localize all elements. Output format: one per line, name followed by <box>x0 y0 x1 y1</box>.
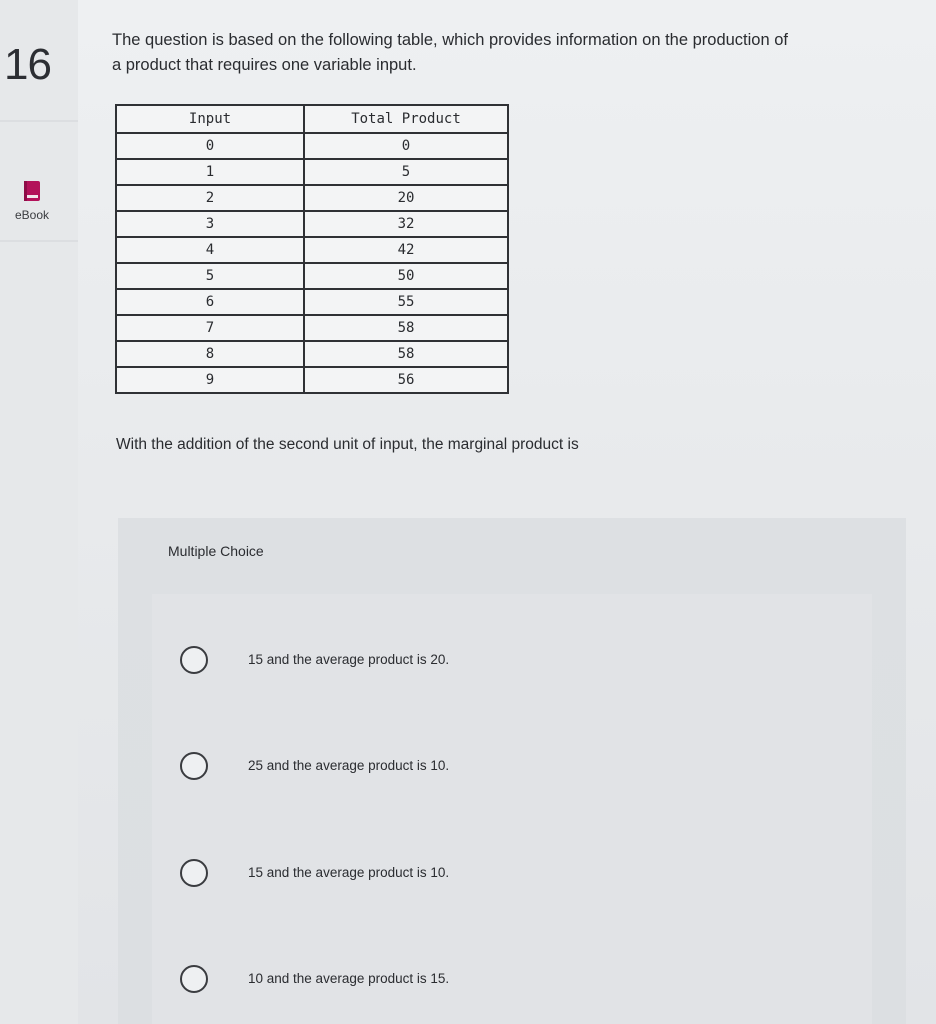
table-row <box>116 315 508 341</box>
table-header-row <box>116 105 508 133</box>
sidebar <box>0 0 78 1024</box>
input-cell: 9 <box>116 367 304 393</box>
input-cell: 0 <box>116 133 304 159</box>
input-cell: 2 <box>116 185 304 211</box>
total-product-cell: 55 <box>304 289 508 315</box>
input-cell: 1 <box>116 159 304 185</box>
total-product-cell: 32 <box>304 211 508 237</box>
ebook-link[interactable] <box>6 180 58 224</box>
table-row <box>116 367 508 393</box>
input-cell: 3 <box>116 211 304 237</box>
total-product-cell: 42 <box>304 237 508 263</box>
total-product-cell: 58 <box>304 341 508 367</box>
choice-option-3[interactable] <box>180 859 780 895</box>
ebook-divider <box>0 240 78 242</box>
input-cell: 8 <box>116 341 304 367</box>
multiple-choice-title: Multiple Choice <box>168 543 264 559</box>
choice-option-4[interactable] <box>180 965 780 1001</box>
table-row <box>116 289 508 315</box>
total-product-cell: 5 <box>304 159 508 185</box>
total-product-cell: 20 <box>304 185 508 211</box>
production-table <box>115 104 509 394</box>
multiple-choice-panel <box>118 518 906 1024</box>
total-product-cell: 58 <box>304 315 508 341</box>
ebook-label: eBook <box>14 208 50 222</box>
prompt-line-2: a product that requires one variable input. <box>112 56 417 74</box>
table-row <box>116 237 508 263</box>
choice-label: 10 and the average product is 15. <box>248 971 450 986</box>
header-total-product: Total Product <box>304 105 508 133</box>
radio-button[interactable] <box>180 752 208 780</box>
table-row <box>116 211 508 237</box>
input-cell: 4 <box>116 237 304 263</box>
radio-button[interactable] <box>180 646 208 674</box>
total-product-cell: 56 <box>304 367 508 393</box>
table-row <box>116 159 508 185</box>
table-row <box>116 133 508 159</box>
prompt-line-1: The question is based on the following table, which provides information on the production of <box>112 31 789 49</box>
radio-button[interactable] <box>180 965 208 993</box>
choice-label: 25 and the average product is 10. <box>248 758 450 773</box>
radio-button[interactable] <box>180 859 208 887</box>
total-product-cell: 0 <box>304 133 508 159</box>
input-cell: 6 <box>116 289 304 315</box>
choice-label: 15 and the average product is 10. <box>248 865 450 880</box>
input-cell: 5 <box>116 263 304 289</box>
choice-option-2[interactable] <box>180 752 780 788</box>
question-number: 16 <box>4 40 51 89</box>
choices-list <box>152 594 872 1024</box>
table-row <box>116 185 508 211</box>
table-row <box>116 341 508 367</box>
table-row <box>116 263 508 289</box>
sidebar-divider <box>0 120 78 122</box>
choice-label: 15 and the average product is 20. <box>248 652 450 667</box>
total-product-cell: 50 <box>304 263 508 289</box>
header-input: Input <box>116 105 304 133</box>
book-icon <box>23 180 41 202</box>
question-prompt <box>112 28 912 78</box>
question-text: With the addition of the second unit of input, the marginal product is <box>116 436 579 453</box>
input-cell: 7 <box>116 315 304 341</box>
choice-option-1[interactable] <box>180 646 780 682</box>
